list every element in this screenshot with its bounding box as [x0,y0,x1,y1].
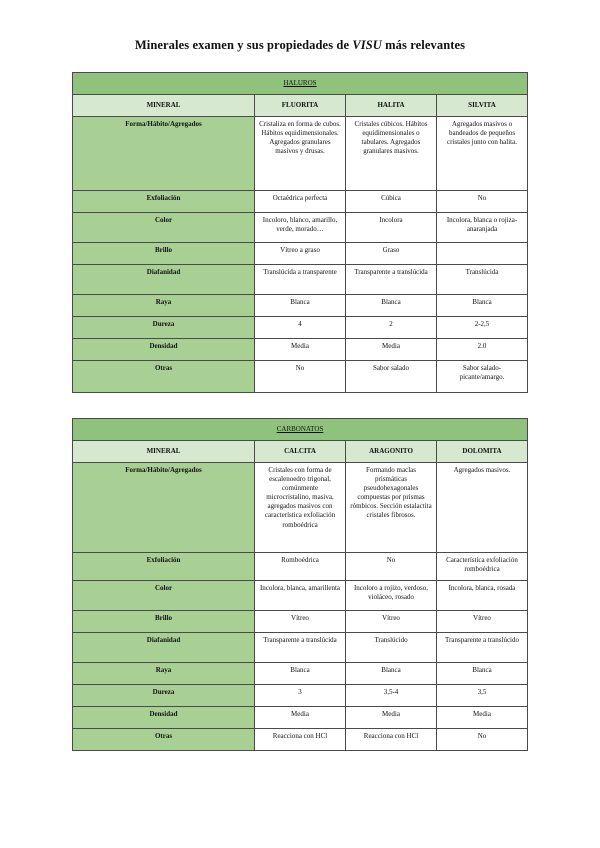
table-cell: Reacciona con HCl [255,729,346,751]
table-row [73,581,528,611]
table-row [73,265,528,295]
row-label: Otras [73,361,255,393]
table-cell: Romboédrica [255,553,346,581]
table-cell: 2.0 [437,339,528,361]
table-row [73,633,528,663]
row-label: Exfoliación [73,553,255,581]
table-cell: Característica exfoliación romboédrica [437,553,528,581]
table-cell: Sabor salado [346,361,437,393]
table-cell: Agregados masivos. [437,463,528,553]
table-cell: Octaédrica perfecta [255,191,346,213]
table-cell: Blanca [346,295,437,317]
table-row [73,663,528,685]
table-cell: Agregados masivos o bandeados de pequeños cristales junto con halita. [437,117,528,191]
table-cell: 3,5 [437,685,528,707]
table-cell: Vítreo a graso [255,243,346,265]
table-cell: Media [437,707,528,729]
table-cell: 2 [346,317,437,339]
row-label: Raya [73,295,255,317]
table-cell: Blanca [437,295,528,317]
table-row [73,191,528,213]
group-title: CARBONATOS [73,419,528,441]
table-cell: No [437,729,528,751]
table-row [73,463,528,553]
table-cell: Translúcida [437,265,528,295]
table-cell: Blanca [437,663,528,685]
table-cell: Vítreo [437,611,528,633]
row-label: Brillo [73,611,255,633]
table-cell: Incolora [346,213,437,243]
header-row [73,441,528,463]
table-cell: Incoloro, blanco, amarillo, verde, morado… [255,213,346,243]
row-label: Otras [73,729,255,751]
table-cell: Transparente a translúcida [346,265,437,295]
table-cell: Blanca [255,663,346,685]
haluros-rows [73,117,528,393]
table-row [73,243,528,265]
table-cell: Media [255,707,346,729]
header-mineral-name: ARAGONITO [346,441,437,463]
table-row [73,707,528,729]
row-label: Brillo [73,243,255,265]
header-mineral-name: FLUORITA [255,95,346,117]
table-cell: Media [346,707,437,729]
row-label: Diafanidad [73,633,255,663]
row-label: Densidad [73,707,255,729]
row-label: Forma/Hábito/Agregados [73,463,255,553]
table-cell: Formando maclas prismáticas pseudohexagonales compuestas por prismas rómbicos. Sección estalactita cristales fibrosos. [346,463,437,553]
group-title: HALUROS [73,73,528,95]
haluros-table [72,72,528,393]
table-cell: Blanca [346,663,437,685]
row-label: Forma/Hábito/Agregados [73,117,255,191]
table-cell: 3 [255,685,346,707]
table-cell: Vítreo [255,611,346,633]
table-row [73,611,528,633]
table-cell: Translúcida a transparente [255,265,346,295]
header-mineral-name: SILVITA [437,95,528,117]
row-label: Dureza [73,685,255,707]
table-cell: Translúcido [346,633,437,663]
header-mineral-name: HALITA [346,95,437,117]
table-cell: No [346,553,437,581]
table-cell: Incolora, blanca, rosada [437,581,528,611]
table-cell: Reacciona con HCl [346,729,437,751]
table-row [73,361,528,393]
table-cell: Blanca [255,295,346,317]
table-cell: No [437,191,528,213]
table-row [73,317,528,339]
table-row [73,213,528,243]
group-title-row [73,73,528,95]
table-cell: Cristaliza en forma de cubos. Hábitos equidimensionales. Agregados granulares masivos y drusas. [255,117,346,191]
row-label: Color [73,581,255,611]
table-cell: Cristales con forma de escalenoedro trigonal, comúnmente microcristalino, masiva, agregados masivos con característica exfoliación romboédrica [255,463,346,553]
table-cell: 3,5-4 [346,685,437,707]
table-cell: Incoloro a rojizo, verdoso, violáceo, rosado [346,581,437,611]
table-cell: Graso [346,243,437,265]
table-cell: No [255,361,346,393]
table-cell: Cristales cúbicos. Hábitos equidimensionales o tabulares. Agregados granulares masivos. [346,117,437,191]
table-cell: Incolora, blanca o rojiza-anaranjada [437,213,528,243]
group-title-row [73,419,528,441]
row-label: Densidad [73,339,255,361]
table-cell: Vítreo [346,611,437,633]
row-label: Dureza [73,317,255,339]
title-text-pre: Minerales examen y sus propiedades de [134,38,353,52]
table-cell [437,243,528,265]
title-text-post: más relevantes [381,38,466,52]
table-row [73,295,528,317]
row-label: Diafanidad [73,265,255,295]
table-cell: Transparente a translúcida [255,633,346,663]
table-cell: Incolora, blanca, amarillenta [255,581,346,611]
header-mineral-name: DOLOMITA [437,441,528,463]
table-cell: Media [255,339,346,361]
table-row [73,685,528,707]
row-label: Raya [73,663,255,685]
row-label: Color [73,213,255,243]
table-cell: 2-2,5 [437,317,528,339]
table-row [73,553,528,581]
page-title [0,38,600,53]
title-emphasis: VISU [352,38,382,52]
carbonatos-table [72,418,528,751]
table-row [73,729,528,751]
table-cell: 4 [255,317,346,339]
row-label: Exfoliación [73,191,255,213]
table-row [73,117,528,191]
carbonatos-rows [73,463,528,751]
table-cell: Cúbica [346,191,437,213]
header-mineral-label: MINERAL [73,95,255,117]
table-cell: Media [346,339,437,361]
table-cell: Transparente a translúcido [437,633,528,663]
table-cell: Sabor salado-picante/amargo. [437,361,528,393]
header-row [73,95,528,117]
table-row [73,339,528,361]
header-mineral-label: MINERAL [73,441,255,463]
header-mineral-name: CALCITA [255,441,346,463]
